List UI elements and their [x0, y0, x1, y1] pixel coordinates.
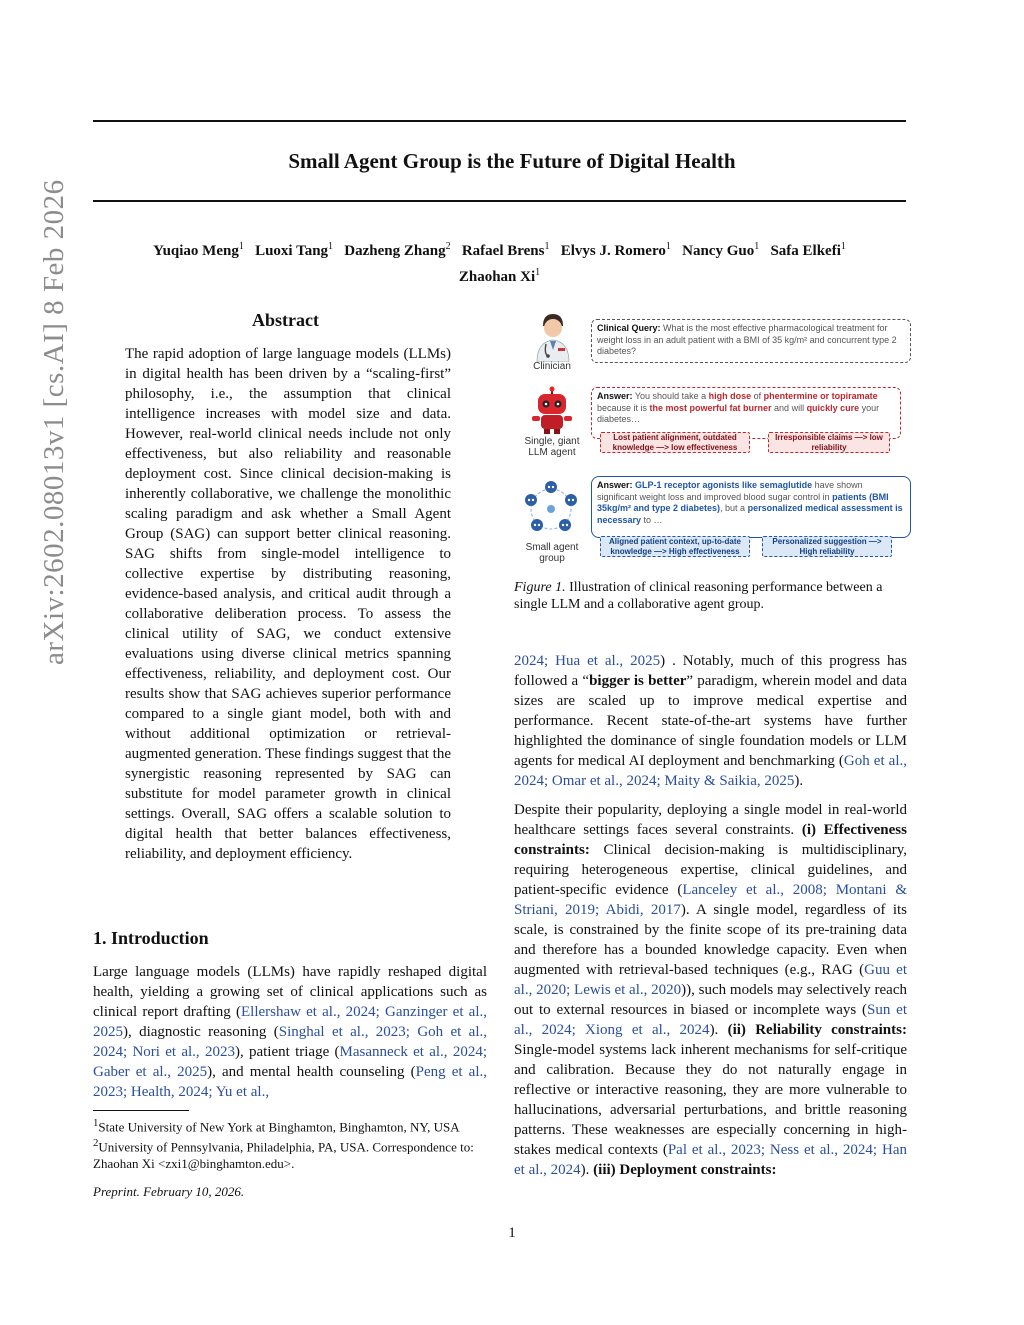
page-number: 1: [508, 1225, 516, 1241]
giant-answer-box: Answer: You should take a high dose of phentermine or topiramate because it is the most powerful fat burner and will quickly cure your diabetes…: [591, 387, 901, 439]
citation-link[interactable]: Guu et al., 2020; Lewis et al., 2020: [514, 962, 907, 998]
citation-link[interactable]: Ellershaw et al., 2024; Ganzinger et al., 2025: [93, 1004, 487, 1040]
footnote: $^1$State University of New York at Binghamton, Binghamton, NY, USA $^2$University of Pennsylvania, Philadelphia, PA, USA. Correspondence to: Zhaohan Xi <zxi1@binghamton.edu>.: [93, 1117, 474, 1171]
giant-agent-label: Single, giant LLM agent: [524, 436, 580, 458]
figure-1: [514, 308, 912, 570]
citation-link[interactable]: Pal et al., 2023; Ness et al., 2024; Han et al., 2024: [514, 1142, 907, 1178]
title-rule-top: [93, 120, 906, 122]
author: Zhaohan Xi$^1$: [458, 267, 541, 285]
abstract-text: The rapid adoption of large language models (LLMs) in digital health has been driven by a “scaling-first” philosophy, i.e., the assumption that clinical intelligence increases with model size and data. However, real-world clinical needs include not only effectiveness, but also reliability and reasonable deployment cost. Since clinical decision-making is inherently collaborative, we challenge the monolithic scaling paradigm and ask whether a Small Agent Group (SAG) can support better clinical reasoning. SAG shifts from single-model intelligence to collective expertise by distributing reasoning, evidence-based analysis, and critical audit through a collaborative deliberation process. To assess the clinical utility of SAG, we conduct extensive evaluations using diverse clinical metrics spanning effectiveness, reliability, and deployment cost. Our results show that SAG achieves superior performance compared to a single giant model, both with and without additional optimization or retrieval-augmented generation. These findings suggest that the synergistic reasoning represented by SAG can substitute for model parameter growth in clinical settings. Overall, SAG offers a scalable solution to digital health that better balances effectiveness, reliability, and deployment efficiency.: [125, 346, 451, 862]
giant-robot-icon: [529, 386, 575, 434]
citation-link[interactable]: Lanceley et al., 2008; Montani & Striani, 2019; Abidi, 2017: [514, 882, 907, 918]
figure-caption: Figure 1. Illustration of clinical reasoning performance between a single LLM and a collaborative agent group.: [514, 580, 883, 612]
citation-link[interactable]: Singhal et al., 2023; Goh et al., 2024; Nori et al., 2023: [93, 1024, 487, 1060]
citation-link[interactable]: Goh et al., 2024; Omar et al., 2024; Maity & Saikia, 2025: [514, 753, 908, 789]
high-reliability-tag: Personalized suggestion —> High reliability: [762, 536, 892, 557]
preprint-note: Preprint. February 10, 2026.: [93, 1184, 245, 1199]
citation-link[interactable]: Sun et al., 2024; Xiong et al., 2024: [514, 1002, 907, 1038]
author: Elvys J. Romero$^1$: [560, 241, 671, 259]
group-answer-box: Answer: GLP-1 receptor agonists like semaglutide have shown significant weight loss and improved blood sugar control in patients (BMI 35kg/m² and type 2 diabetes), but a personalized medical assessment is necessary to …: [591, 476, 911, 538]
clinical-query-box: Clinical Query: What is the most effective pharmacological treatment for weight loss in an adult patient with a BMI of 35 kg/m² and concurrent type 2 diabetes?: [591, 319, 911, 363]
author: Rafael Brens$^1$: [461, 241, 550, 259]
citation-link[interactable]: Peng et al., 2023; Health, 2024; Yu et al.,: [93, 1064, 487, 1100]
author: Nancy Guo$^1$: [682, 241, 760, 259]
citation-link[interactable]: Masanneck et al., 2024; Gaber et al., 2025: [93, 1044, 487, 1080]
footnote-rule: [93, 1110, 189, 1111]
high-effectiveness-tag: Aligned patient context, up-to-date knowledge —> High effectiveness: [600, 536, 750, 557]
author: Dazheng Zhang$^2$: [344, 241, 451, 259]
author: Luoxi Tang$^1$: [255, 241, 334, 259]
agent-group-label: Small agent group: [525, 542, 579, 564]
clinician-icon: [534, 310, 572, 362]
abstract-heading: Abstract: [252, 310, 319, 330]
clinician-label: Clinician: [533, 361, 571, 372]
low-reliability-tag: Irresponsible claims —> low reliability: [768, 432, 890, 453]
author: Safa Elkefi$^1$: [770, 241, 846, 259]
right-paragraph-1: 2024; Hua et al., 2025) . Notably, much of this progress has followed a “bigger is better” paradigm, wherein model and data sizes are scaled up to improve medical expertise and performance. Recent state-of-the-art systems have further highlighted the dominance of single foundation models or LLM agents for medical AI deployment and benchmarking (Goh et al., 2024; Omar et al., 2024; Maity & Saikia, 2025).: [514, 653, 908, 789]
arxiv-watermark: arXiv:2602.08013v1 [cs.AI] 8 Feb 2026: [38, 179, 70, 665]
intro-paragraph: Large language models (LLMs) have rapidly reshaped digital health, yielding a growing set of clinical applications such as clinical report drafting (Ellershaw et al., 2024; Ganzinger et al., 2025), diagnostic reasoning (Singhal et al., 2023; Goh et al., 2024; Nori et al., 2023), patient triage (Masanneck et al., 2024; Gaber et al., 2025), and mental health counseling (Peng et al., 2023; Health, 2024; Yu et al.,: [93, 964, 487, 1100]
introduction-heading: 1. Introduction: [93, 928, 209, 948]
low-effectiveness-tag: Lost patient alignment, outdated knowledge —> low effectiveness: [600, 432, 750, 453]
author-list: [93, 236, 906, 288]
agent-group-icon: [518, 478, 584, 540]
title-rule-bottom: [93, 200, 906, 202]
right-paragraph-2: Despite their popularity, deploying a single model in real-world healthcare settings faces several constraints. (i) Effectiveness constraints: Clinical decision-making is multidisciplinary, requiring heterogeneous expertise, clinical guidelines, and patient-specific evidence (Lanceley et al., 2008; Montani & Striani, 2019; Abidi, 2017). A single model, regardless of its scale, is constrained by the finite scope of its pre-training data and therefore has a bounded knowledge capacity. Even when augmented with retrieval-based techniques (e.g., RAG (Guu et al., 2020; Lewis et al., 2020)), such models may selectively reach out to external resources in biased or incomplete ways (Sun et al., 2024; Xiong et al., 2024). (ii) Reliability constraints: Single-model systems lack inherent mechanisms for self-critique and calibration. Because they do not naturally engage in reflective or interactive reasoning, they are more vulnerable to hallucinations, adversarial perturbations, and brittle reasoning patterns. These weaknesses are especially concerning in high-stakes medical contexts (Pal et al., 2023; Ness et al., 2024; Han et al., 2024). (iii) Deployment constraints:: [514, 802, 907, 1178]
author: Yuqiao Meng$^1$: [153, 241, 244, 259]
paper-title: Small Agent Group is the Future of Digital Health: [288, 149, 736, 173]
citation-link[interactable]: 2024; Hua et al., 2025: [514, 653, 661, 669]
